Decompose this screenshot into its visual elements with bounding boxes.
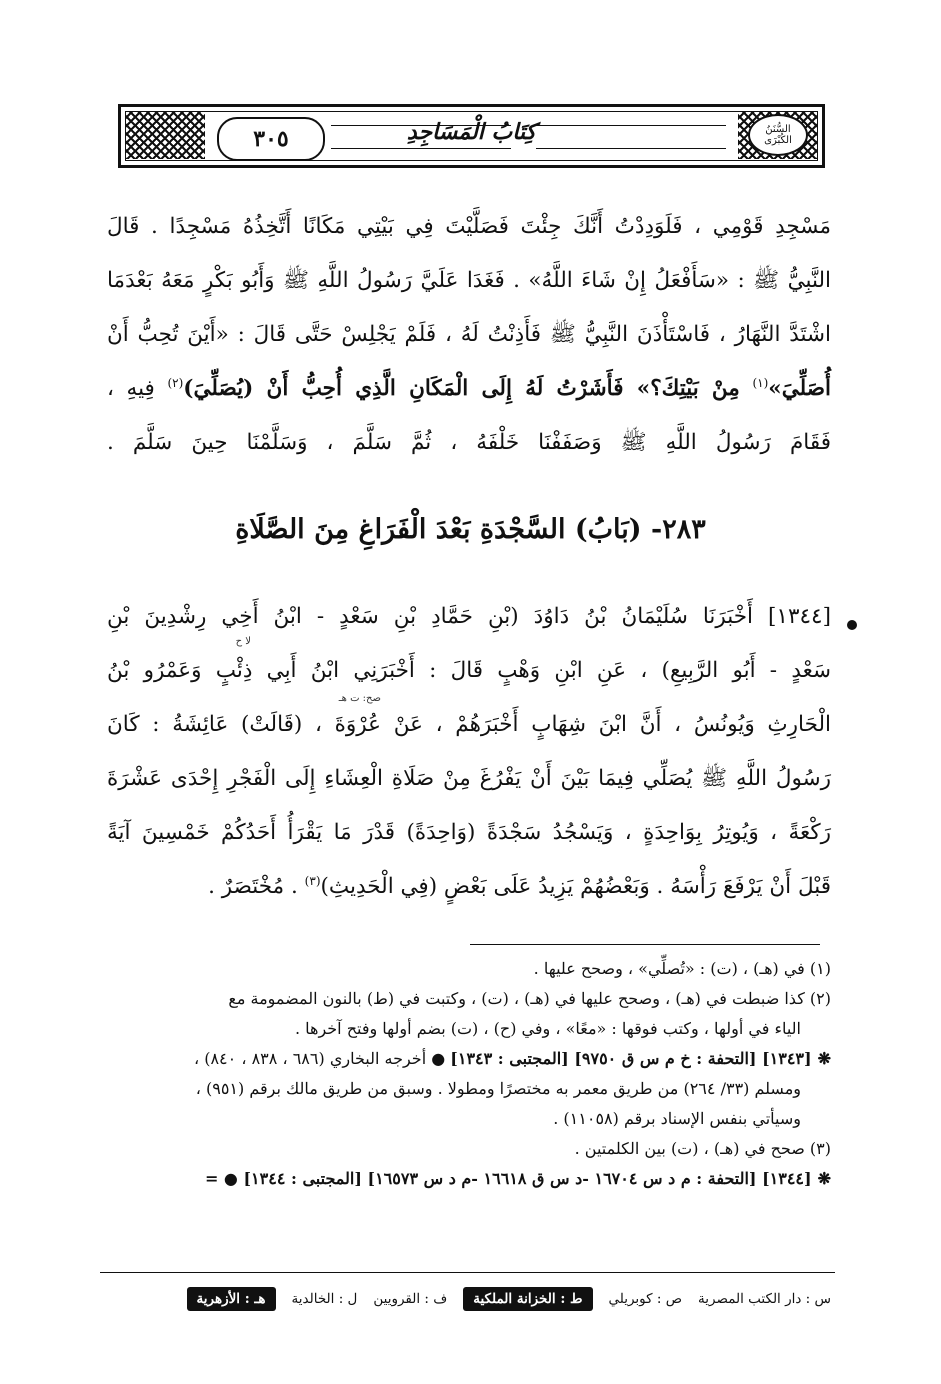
margin-note: لا ح <box>235 636 251 647</box>
takhrij-1343-cont: ومسلم (٣٣/ ٢٦٤) من طريق معمر به مختصرًا ومطولا . وسبق من طريق مالك برقم (٩٥١) ، <box>195 1079 801 1098</box>
source-item: ص : كوبريلي <box>608 1291 683 1307</box>
footnote-mark: (٣) <box>304 873 321 888</box>
text-fragment: أُصَلِّيَ» <box>768 376 831 401</box>
text-line: رَسُولُ اللَّهِ ﷺ يُصَلِّي فِيمَا بَيْنَ أَنْ يَفْرُغَ مِنْ صَلَاةِ الْعِشَاءِ إِلَى الْفَجْرِ إِحْدَى عَشْرَةَ <box>107 766 831 791</box>
text-line: مَسْجِدِ قَوْمِي ، فَلَوَدِدْتُ أَنَّكَ جِئْتَ فَصَلَّيْتَ فِي بَيْتِي مَكَانًا أَتَّخِذُهُ مَسْجِدًا . قَالَ <box>107 214 831 239</box>
text-line: [١٣٤٤] أَخْبَرَنَا سُلَيْمَانُ بْنُ دَاوُدَ (بْنِ حَمَّادِ بْنِ سَعْدٍ - ابْنُ أَخِي رِشْدِينَ بْنِ <box>107 604 831 629</box>
bullet-icon <box>847 620 857 630</box>
takhrij-1343: ❋[١٣٤٣] [التحفة : خ م س ق ٩٧٥٠] [المجتبى : ١٣٤٣] ● أخرجه البخاري (٦٨٦ ، ٨٣٨ ، ٨٤٠) ، <box>193 1049 831 1068</box>
paragraph-1 <box>107 200 831 470</box>
sources-divider <box>100 1272 835 1273</box>
chapter-title: كِتَابُ الْمَسَاجِدِ <box>406 119 537 145</box>
text-line: رَكْعَةً ، وَيُوتِرُ بِوَاحِدَةٍ ، وَيَسْجُدُ سَجْدَةً (وَاحِدَةً) قَدْرَ مَا يَقْرَأُ أَحَدُكُمْ خَمْسِينَ آيَةً <box>107 820 831 845</box>
text-line <box>107 362 831 416</box>
text-line: سَعْدٍ - أَبُو الرَّبِيعِ) ، عَنِ ابْنِ وَهْبٍ قَالَ : أَخْبَرَنِي ابْنُ أَبِي ذِئْبٍ وَعَمْرُو بْنُ <box>107 658 831 683</box>
text-line: فَقَامَ رَسُولُ اللَّهِ ﷺ وَصَفَفْنَا خَلْفَهُ ، ثُمَّ سَلَّمَ ، وَسَلَّمْنَا حِينَ سَلَّمَ . <box>107 430 831 455</box>
source-item-highlighted: ط : الخزانة الملكية <box>463 1287 592 1311</box>
page-number: ٣٠٥ <box>217 117 325 161</box>
takhrij-text: أخرجه البخاري (٦٨٦ ، ٨٣٨ ، ٨٤٠) ، <box>193 1049 427 1068</box>
takhrij-1343-cont: وسيأتي بنفس الإسناد برقم (١١٠٥٨) . <box>553 1109 801 1128</box>
page-header <box>118 104 825 168</box>
text-fragment: قَبْلَ أَنْ يَرْفَعَ رَأْسَهُ . وَبَعْضُهُمْ يَزِيدُ عَلَى بَعْضٍ (فِي الْحَدِيثِ) <box>320 874 831 899</box>
header-ornament-left <box>125 111 205 159</box>
text-fragment: مِنْ بَيْتِكَ؟» فَأَشَرْتُ لَهُ إِلَى الْمَكَانِ الَّذِي أُحِبُّ أَنْ (يُصَلِّيَ) <box>183 376 740 401</box>
source-item: س : دار الكتب المصرية <box>698 1291 831 1307</box>
paragraph-2 <box>107 590 831 914</box>
footnote-mark: (١) <box>752 375 769 390</box>
text-line: النَّبِيُّ ﷺ : «سَأَفْعَلُ إِنْ شَاءَ اللَّهُ» . فَغَدَا عَلَيَّ رَسُولُ اللَّهِ ﷺ وَأَبُو بَكْرٍ مَعَهُ بَعْدَمَا <box>107 268 831 293</box>
text-line: اشْتَدَّ النَّهَارُ ، فَاسْتَأْذَنَ النَّبِيُّ ﷺ فَأَذِنْتُ لَهُ ، فَلَمْ يَجْلِسْ حَتَّى قَالَ : «أَيْنَ تُحِبُّ أَنْ <box>107 322 831 347</box>
takhrij-ref: [١٣٤٤] [التحفة : م د س ١٦٧٠٤ -د س ق ١٦٦١٨ -م د س ١٦٥٧٣] [المجتبى : ١٣٤٤] <box>243 1169 812 1188</box>
footnote-1: (١) في (هـ) ، (ت) : «تُصلِّي» ، وصحح عليها . <box>533 959 831 978</box>
takhrij-1344 <box>111 1164 831 1194</box>
section-title: ٢٨٣- (بَابُ) السَّجْدَةِ بَعْدَ الْفَرَاغِ مِنَ الصَّلَاةِ <box>235 514 706 545</box>
continuation-mark: ● = <box>204 1169 238 1188</box>
text-line: الْحَارِثِ وَيُونُسُ ، أَنَّ ابْنَ شِهَابٍ أَخْبَرَهُمْ ، عَنْ عُرْوَةَ ، (قَالَتْ) عَائِشَةُ : كَانَ <box>107 712 831 737</box>
source-item-highlighted: هـ : الأزهرية <box>187 1287 276 1311</box>
text-fragment: . مُخْتَصَرٌ . <box>208 874 298 899</box>
footnote-mark: (٢) <box>167 375 184 390</box>
margin-note: صح: ت هـ <box>338 693 381 704</box>
star-icon: ❋ <box>817 1049 831 1068</box>
seal-text: السُّنَنُ الكُبْرَى <box>764 124 792 146</box>
footnotes <box>111 954 831 1194</box>
footnote-2: (٢) كذا ضبطت في (هـ) ، وصحح عليها في (هـ) ، (ت) ، وكتبت في (ط) بالنون المضمومة مع <box>228 989 831 1008</box>
source-item: ف : القرويين <box>373 1291 448 1307</box>
header-rule-left <box>331 125 511 149</box>
star-icon: ❋ <box>817 1169 831 1188</box>
text-line <box>107 860 831 914</box>
footnote-2-cont: الياء في أولها ، وكتب فوقها : «معًا» ، وفي (ح) ، (ت) بضم أولها وفتح آخرها . <box>294 1019 801 1038</box>
takhrij-ref: [١٣٤٣] [التحفة : خ م س ق ٩٧٥٠] [المجتبى : ١٣٤٣] <box>450 1049 812 1068</box>
manuscript-sources <box>111 1282 831 1316</box>
text-fragment: فِيهِ ، <box>107 376 155 401</box>
source-item: ل : الخالدية <box>291 1291 358 1307</box>
footnote-divider <box>470 944 820 945</box>
footnote-3: (٣) صحح في (هـ) ، (ت) بين الكلمتين . <box>574 1139 831 1158</box>
